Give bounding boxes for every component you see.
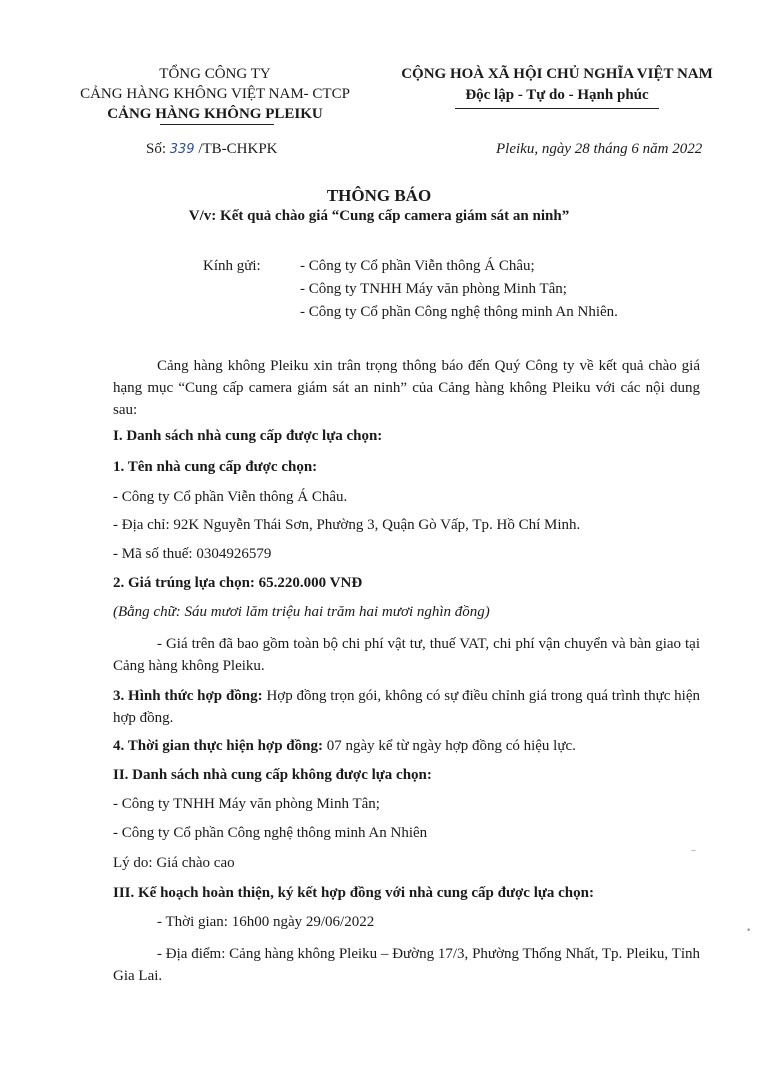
document-subject: V/v: Kết quả chào giá “Cung cấp camera giám sát an ninh” <box>188 208 570 224</box>
scan-mark: • <box>746 926 752 936</box>
rejected-company: - Công ty Cổ phần Công nghệ thông minh An Nhiên <box>113 825 428 841</box>
org-corporation: CẢNG HÀNG KHÔNG VIỆT NAM- CTCP <box>80 86 350 102</box>
document-number <box>146 141 278 158</box>
intro-paragraph: Cảng hàng không Pleiku xin trân trọng thông báo đến Quý Công ty về kết quả chào giá hạng mục “Cung cấp camera giám sát an ninh” của Cảng hàng không Pleiku với các nội dung sau: <box>113 358 700 418</box>
section-1-1-heading: 1. Tên nhà cung cấp được chọn: <box>113 459 318 475</box>
contract-duration-label: 4. Thời gian thực hiện hợp đồng: <box>113 738 323 754</box>
price-note: - Giá trên đã bao gồm toàn bộ chi phí vật tư, thuế VAT, chi phí vận chuyển và bàn giao tại Cảng hàng không Pleiku. <box>113 636 700 674</box>
rejected-company: - Công ty TNHH Máy văn phòng Minh Tân; <box>113 796 380 812</box>
national-title: CỘNG HOÀ XÃ HỘI CHỦ NGHĨA VIỆT NAM <box>401 66 713 82</box>
org-parent: TỔNG CÔNG TY <box>159 66 271 82</box>
signing-time: - Thời gian: 16h00 ngày 29/06/2022 <box>157 914 375 930</box>
org-issuer: CẢNG HÀNG KHÔNG PLEIKU <box>107 106 323 122</box>
selected-company-address: - Địa chỉ: 92K Nguyễn Thái Sơn, Phường 3, Quận Gò Vấp, Tp. Hồ Chí Minh. <box>113 517 581 533</box>
scan-mark: – <box>691 845 696 856</box>
selected-company: - Công ty Cổ phần Viễn thông Á Châu. <box>113 489 348 505</box>
contract-type-label: 3. Hình thức hợp đồng: <box>113 688 263 704</box>
contract-duration-text: 07 ngày kể từ ngày hợp đồng có hiệu lực. <box>323 738 576 754</box>
section-3-heading: III. Kế hoạch hoàn thiện, ký kết hợp đồng với nhà cung cấp được lựa chọn: <box>113 885 594 901</box>
recipient-item: - Công ty Cổ phần Công nghệ thông minh An Nhiên. <box>300 304 618 320</box>
recipient-item: - Công ty TNHH Máy văn phòng Minh Tân; <box>300 281 567 297</box>
section-1-heading: I. Danh sách nhà cung cấp được lựa chọn: <box>113 428 383 444</box>
place-date: Pleiku, ngày 28 tháng 6 năm 2022 <box>496 141 703 157</box>
rejection-reason: Lý do: Giá chào cao <box>113 855 235 871</box>
recipient-item: - Công ty Cổ phần Viễn thông Á Châu; <box>300 258 535 274</box>
handwritten-number: 339 <box>169 142 195 157</box>
contract-duration <box>113 738 576 755</box>
national-motto: Độc lập - Tự do - Hạnh phúc <box>465 87 649 103</box>
amount-in-words: (Bằng chữ: Sáu mươi lăm triệu hai trăm hai mươi nghìn đồng) <box>113 604 490 620</box>
contract-type-text: Hợp đồng trọn gói, không có sự điều chỉnh giá trong quá trình thực hiện hợp đồng. <box>113 688 700 726</box>
selected-company-tax-code: - Mã số thuế: 0304926579 <box>113 546 272 562</box>
document-title: THÔNG BÁO <box>326 186 432 205</box>
org-underline <box>160 124 274 125</box>
contract-type <box>113 685 700 729</box>
section-1-2-heading: 2. Giá trúng lựa chọn: 65.220.000 VNĐ <box>113 575 363 591</box>
number-prefix: Số: <box>146 141 167 157</box>
section-2-heading: II. Danh sách nhà cung cấp không được lựa chọn: <box>113 767 432 783</box>
signing-location: - Địa điểm: Cảng hàng không Pleiku – Đường 17/3, Phường Thống Nhất, Tp. Pleiku, Tỉnh Gia Lai. <box>113 946 700 984</box>
motto-underline <box>455 108 659 109</box>
recipients-label: Kính gửi: <box>203 258 261 274</box>
number-suffix: /TB-CHKPK <box>198 141 278 157</box>
